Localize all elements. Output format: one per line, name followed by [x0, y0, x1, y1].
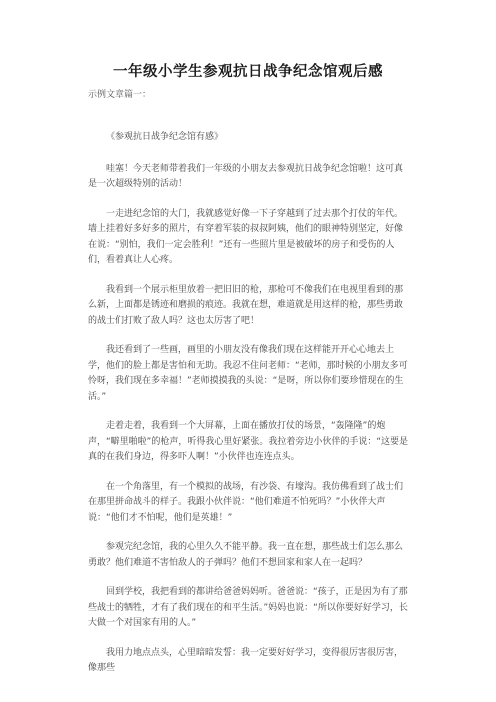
essay-title: 《参观抗日战争纪念馆有感》 [106, 132, 224, 142]
paragraph: 我用力地点点头，心里暗暗发誓：我一定要好好学习，变得很厉害很厉害，像那些 [88, 647, 404, 673]
article-subtitle: 示例文章篇一： [88, 90, 152, 100]
paragraph: 走着走着，我看到一个大屏幕，上面在播放打仗的场景，“轰隆隆”的炮声，“噼里啪啦”的枪声，听得我心里好紧张。我拉着旁边小伙伴的手说：“这要是真的在我们身边，得多吓人啊！”小伙伴也连连点头。 [88, 421, 408, 462]
paragraph: 哇塞！今天老师带着我们一年级的小朋友去参观抗日战争纪念馆啦！这可真是一次超级特别的活动！ [88, 163, 404, 189]
paragraph: 我还看到了一些画，画里的小朋友没有像我们现在这样能开开心心地去上学，他们的脸上都是害怕和无助。我忍不住问老师：“老师，那时候的小朋友多可怜呀，我们现在多幸福！”老师摸摸我的头说：“是呀，所以你们要珍惜现在的生活。” [88, 345, 408, 402]
page-title: 一年级小学生参观抗日战争纪念馆观后感 [113, 64, 383, 80]
paragraph: 回到学校，我把看到的都讲给爸爸妈妈听。爸爸说：“孩子，正是因为有了那些战士的牺牲，才有了我们现在的和平生活。”妈妈也说：“所以你要好好学习，长大做一个对国家有用的人。” [88, 587, 408, 628]
paragraph: 参观完纪念馆，我的心里久久不能平静。我一直在想，那些战士们怎么那么勇敢？他们难道不害怕敌人的子弹吗？他们不想回家和家人在一起吗？ [88, 542, 404, 568]
paragraph: 在一个角落里，有一个模拟的战场，有沙袋、有壕沟。我仿佛看到了战士们在那里拼命战斗的样子。我跟小伙伴说：“他们难道不怕死吗？”小伙伴大声说：“他们才不怕呢，他们是英雄！” [88, 481, 404, 523]
article-body [88, 130, 408, 677]
paragraph: 一走进纪念馆的大门，我就感觉好像一下子穿越到了过去那个打仗的年代。墙上挂着好多好多的照片，有穿着军装的叔叔阿姨，他们的眼神特别坚定，好像在说：“别怕，我们一定会胜利！”还有一些照片里是被破坏的房子和受伤的人们，看着真让人心疼。 [88, 208, 404, 265]
paragraph: 我看到一个展示柜里放着一把旧旧的枪，那枪可不像我们在电视里看到的那么新，上面都是锈迹和磨损的痕迹。我就在想，难道就是用这样的枪，那些勇敢的战士们打败了敌人吗？这也太厉害了吧！ [88, 284, 404, 326]
